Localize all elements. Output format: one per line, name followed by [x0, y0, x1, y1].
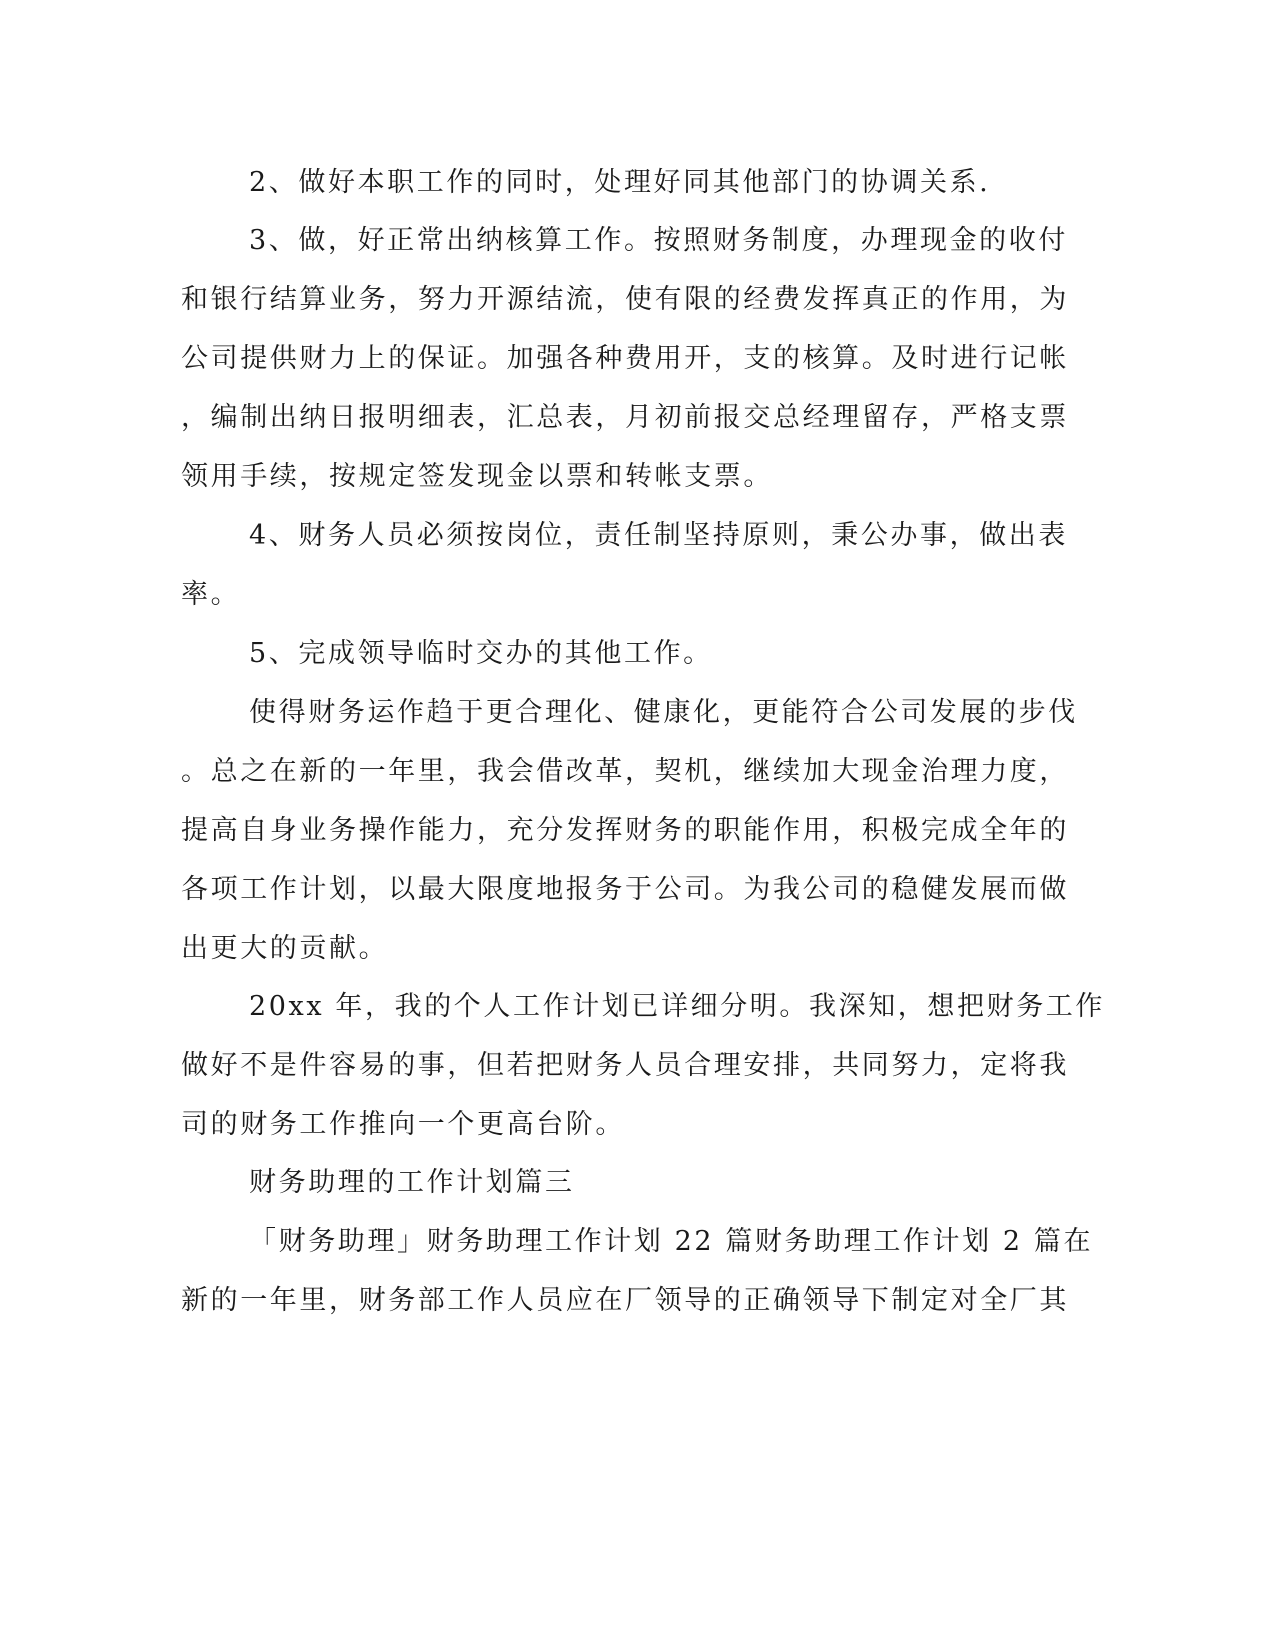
- text-line: 4、财务人员必须按岗位，责任制坚持原则，秉公办事，做出表: [249, 520, 1068, 551]
- section-heading: 财务助理的工作计划篇三: [249, 1167, 575, 1198]
- text-line: 和银行结算业务，努力开源结流，使有限的经费发挥真正的作用，为: [181, 284, 1069, 315]
- text-line: 。总之在新的一年里，我会借改革，契机，继续加大现金治理力度，: [181, 756, 1069, 787]
- text-line: 做好不是件容易的事，但若把财务人员合理安排，共同努力，定将我: [181, 1050, 1069, 1081]
- text-line: 新的一年里，财务部工作人员应在厂领导的正确领导下制定对全厂其: [181, 1285, 1069, 1316]
- text-line: 提高自身业务操作能力，充分发挥财务的职能作用，积极完成全年的: [181, 815, 1069, 846]
- text-line: 公司提供财力上的保证。加强各种费用开，支的核算。及时进行记帐: [181, 343, 1069, 374]
- text-line: 20xx 年，我的个人工作计划已详细分明。我深知，想把财务工作: [249, 991, 1105, 1022]
- text-line: 3、做，好正常出纳核算工作。按照财务制度，办理现金的收付: [249, 225, 1068, 256]
- text-line: 5、完成领导临时交办的其他工作。: [249, 638, 713, 669]
- text-line: 出更大的贡献。: [181, 933, 389, 964]
- text-line: 领用手续，按规定签发现金以票和转帐支票。: [181, 461, 773, 492]
- text-line: 使得财务运作趋于更合理化、健康化，更能符合公司发展的步伐: [249, 697, 1078, 728]
- text-line: 2、做好本职工作的同时，处理好同其他部门的协调关系.: [249, 167, 991, 198]
- text-line: 率。: [181, 579, 241, 610]
- text-line: 司的财务工作推向一个更高台阶。: [181, 1109, 625, 1140]
- text-line: ，编制出纳日报明细表，汇总表，月初前报交总经理留存，严格支票: [181, 402, 1069, 433]
- text-line: 「财务助理」财务助理工作计划 22 篇财务助理工作计划 2 篇在: [249, 1226, 1094, 1257]
- text-line: 各项工作计划，以最大限度地报务于公司。为我公司的稳健发展而做: [181, 874, 1069, 905]
